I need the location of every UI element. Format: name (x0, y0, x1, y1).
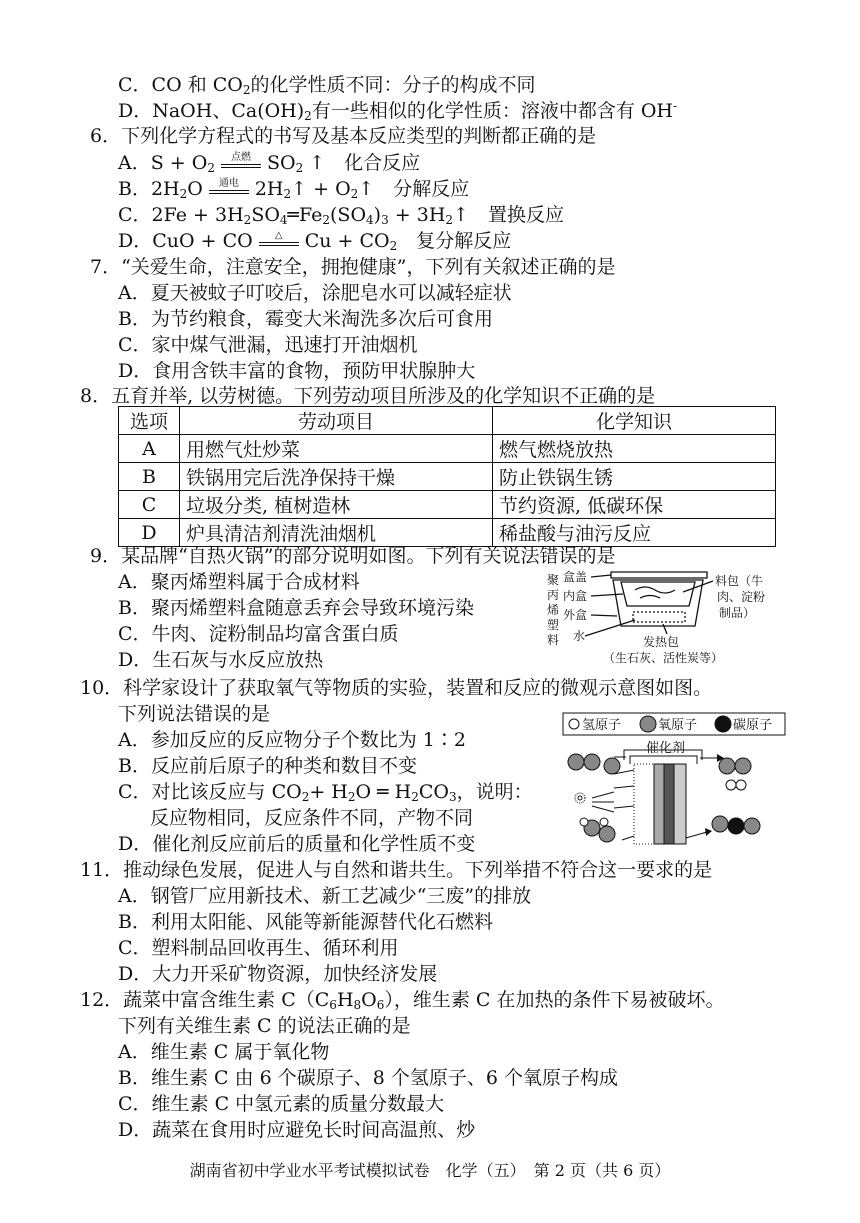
q12-stem: 12．蔬菜中富含维生素 $C(C_6H_8O_6)$，维生素 C 在加热的条件下易被破坏。 (80, 989, 725, 1012)
pack-label-3: 制品） (719, 606, 756, 620)
table-row (119, 463, 776, 491)
table-cell: B (119, 463, 180, 491)
table-row (119, 435, 776, 463)
legend-carbon: 碳原子 (733, 718, 773, 733)
q9-option-a: A．聚丙烯塑料属于合成材料 (118, 571, 360, 593)
reaction-condition: △ (259, 231, 299, 253)
inner-box-shape (621, 582, 695, 606)
legend-oxygen: 氧原子 (658, 718, 698, 733)
lid-label: 盒盖 (563, 570, 588, 584)
q9-option-d: D．生石灰与水反应放热 (118, 649, 324, 671)
table-cell: 用燃气灶炒菜 (180, 435, 493, 463)
hotpot-diagram (545, 568, 795, 668)
q11-option-a: A．钢管厂应用新技术、新工艺减少“三废”的排放 (118, 885, 532, 907)
catalyst-diagram (562, 712, 787, 847)
q7-option-b: B．为节约粮食，霉变大米淘洗多次后可食用 (118, 308, 493, 330)
table-cell: 稀盐酸与油污反应 (493, 519, 776, 547)
q6-option-b: B．$2H_2O$ 通电 $2H_2↑$ + $O_2↑$ 分解反应 (118, 178, 470, 201)
table-cell: 铁锅用完后洗净保持干燥 (180, 463, 493, 491)
carbon-atom-icon (715, 716, 731, 732)
q9-stem: 9．某品牌“自热火锅”的部分说明如图。下列有关说法错误的是 (90, 545, 616, 567)
side-char: 料 (547, 633, 560, 647)
q7-option-c: C．家中煤气泄漏，迅速打开油烟机 (118, 334, 418, 356)
side-char: 塑 (547, 618, 560, 632)
q8-stem: 8．五育并举, 以劳树德。下列劳动项目所涉及的化学知识不正确的是 (80, 385, 656, 407)
q6-option-a: A．$S + O_2$ 点燃 $SO_2$ ↑ 化合反应 (118, 152, 421, 175)
table-header: 劳动项目 (180, 407, 493, 435)
legend-hydrogen: 氢原子 (582, 718, 622, 733)
q7-stem: 7．“关爱生命，注意安全，拥抱健康”，下列有关叙述正确的是 (90, 256, 616, 278)
pack-label-1: 料包（牛 (715, 574, 764, 588)
q10-option-a: A．参加反应的反应物分子个数比为 1∶2 (118, 729, 466, 751)
q12-option-c: C．维生素 C 中氢元素的质量分数最大 (118, 1093, 445, 1115)
q5-option-c: C．CO 和 $CO_2$的化学性质不同：分子的构成不同 (118, 74, 536, 97)
table-header-row (119, 407, 776, 435)
q7-option-a: A．夏天被蚊子叮咬后，涂肥皂水可以减轻症状 (118, 282, 512, 304)
table-row (119, 491, 776, 519)
q9-option-c: C．牛肉、淀粉制品均富含蛋白质 (118, 623, 399, 645)
q6-option-d: D．CuO + CO △ $Cu + CO_2$ 复分解反应 (118, 230, 512, 253)
q7-option-d: D．食用含铁丰富的食物，预防甲状腺肿大 (118, 360, 476, 382)
q8-table (118, 406, 776, 547)
table-header: 选项 (119, 407, 180, 435)
lid-shape (611, 572, 707, 578)
heat-pack-note: （生石灰、活性炭等） (603, 651, 724, 665)
reaction-condition: 点燃 (221, 153, 261, 175)
q11-option-d: D．大力开采矿物资源，加快经济发展 (118, 963, 438, 985)
reaction-condition: 通电 (209, 179, 249, 201)
water-label: 水 (573, 629, 586, 643)
q10-option-d: D．催化剂反应前后的质量和化学性质不变 (118, 833, 476, 855)
table-cell: 节约资源, 低碳环保 (493, 491, 776, 519)
q11-option-c: C．塑料制品回收再生、循环利用 (118, 937, 399, 959)
q6-option-c: C．$2Fe + 3H_2SO_4═Fe_2(SO_4)_3$ + $3H_2↑$ 置换反应 (118, 204, 564, 227)
outer-box-label: 外盒 (563, 608, 588, 622)
q12-option-a: A．维生素 C 属于氧化物 (118, 1041, 330, 1063)
table-cell: 防止铁锅生锈 (493, 463, 776, 491)
side-char: 丙 (547, 588, 560, 602)
table-cell: 垃圾分类, 植树造林 (180, 491, 493, 519)
table-header: 化学知识 (493, 407, 776, 435)
table-cell: D (119, 519, 180, 547)
side-char: 烯 (547, 603, 560, 617)
reactor-device (614, 750, 724, 844)
table-cell: 炉具清洁剂清洗油烟机 (180, 519, 493, 547)
oxygen-atom-icon (640, 716, 656, 732)
table-cell: C (119, 491, 180, 519)
side-char: 聚 (547, 573, 560, 587)
hydrogen-atom-icon (569, 719, 579, 729)
q12-stem-2: 下列有关维生素 C 的说法正确的是 (118, 1015, 411, 1037)
q10-option-c-cont: 反应物相同，反应条件不同，产物不同 (150, 807, 474, 829)
table-cell: A (119, 435, 180, 463)
q11-stem: 11．推动绿色发展，促进人与自然和谐共生。下列举措不符合这一要求的是 (80, 859, 713, 881)
page-footer: 湖南省初中学业水平考试模拟试卷 化学（五） 第 2 页（共 6 页） (189, 1161, 671, 1180)
q10-option-b: B．反应前后原子的种类和数目不变 (118, 755, 417, 777)
q10-stem: 10．科学家设计了获取氧气等物质的实验，装置和反应的微观示意图如图。 (80, 677, 713, 699)
heat-pack-label: 发热包 (643, 635, 680, 649)
q9-option-b: B．聚丙烯塑料盒随意丢弃会导致环境污染 (118, 597, 474, 619)
light-rays (592, 792, 614, 812)
inner-box-label: 内盒 (563, 589, 588, 603)
q11-option-b: B．利用太阳能、风能等新能源替代化石燃料 (118, 911, 493, 933)
q12-option-b: B．维生素 C 由 6 个碳原子、8 个氢原子、6 个氧原子构成 (118, 1067, 619, 1089)
table-cell: 燃气燃烧放热 (493, 435, 776, 463)
q10-option-c: C．对比该反应与 $CO_2+ H_2O$ ═ $H_2CO_3$，说明： (118, 781, 533, 804)
q6-stem: 6．下列化学方程式的书写及基本反应类型的判断都正确的是 (90, 125, 597, 147)
q12-option-d: D．蔬菜在食用时应避免长时间高温煎、炒 (118, 1119, 476, 1141)
q5-option-d: D．NaOH、$Ca(OH)_2$有一些相似的化学性质：溶液中都含有 OH- (118, 99, 678, 123)
pack-label-2: 肉、淀粉 (717, 590, 766, 604)
catalyst-label: 催化剂 (646, 741, 686, 756)
q10-stem-2: 下列说法错误的是 (118, 703, 271, 725)
food-shape (635, 587, 675, 593)
heat-pack-shape (633, 612, 685, 622)
